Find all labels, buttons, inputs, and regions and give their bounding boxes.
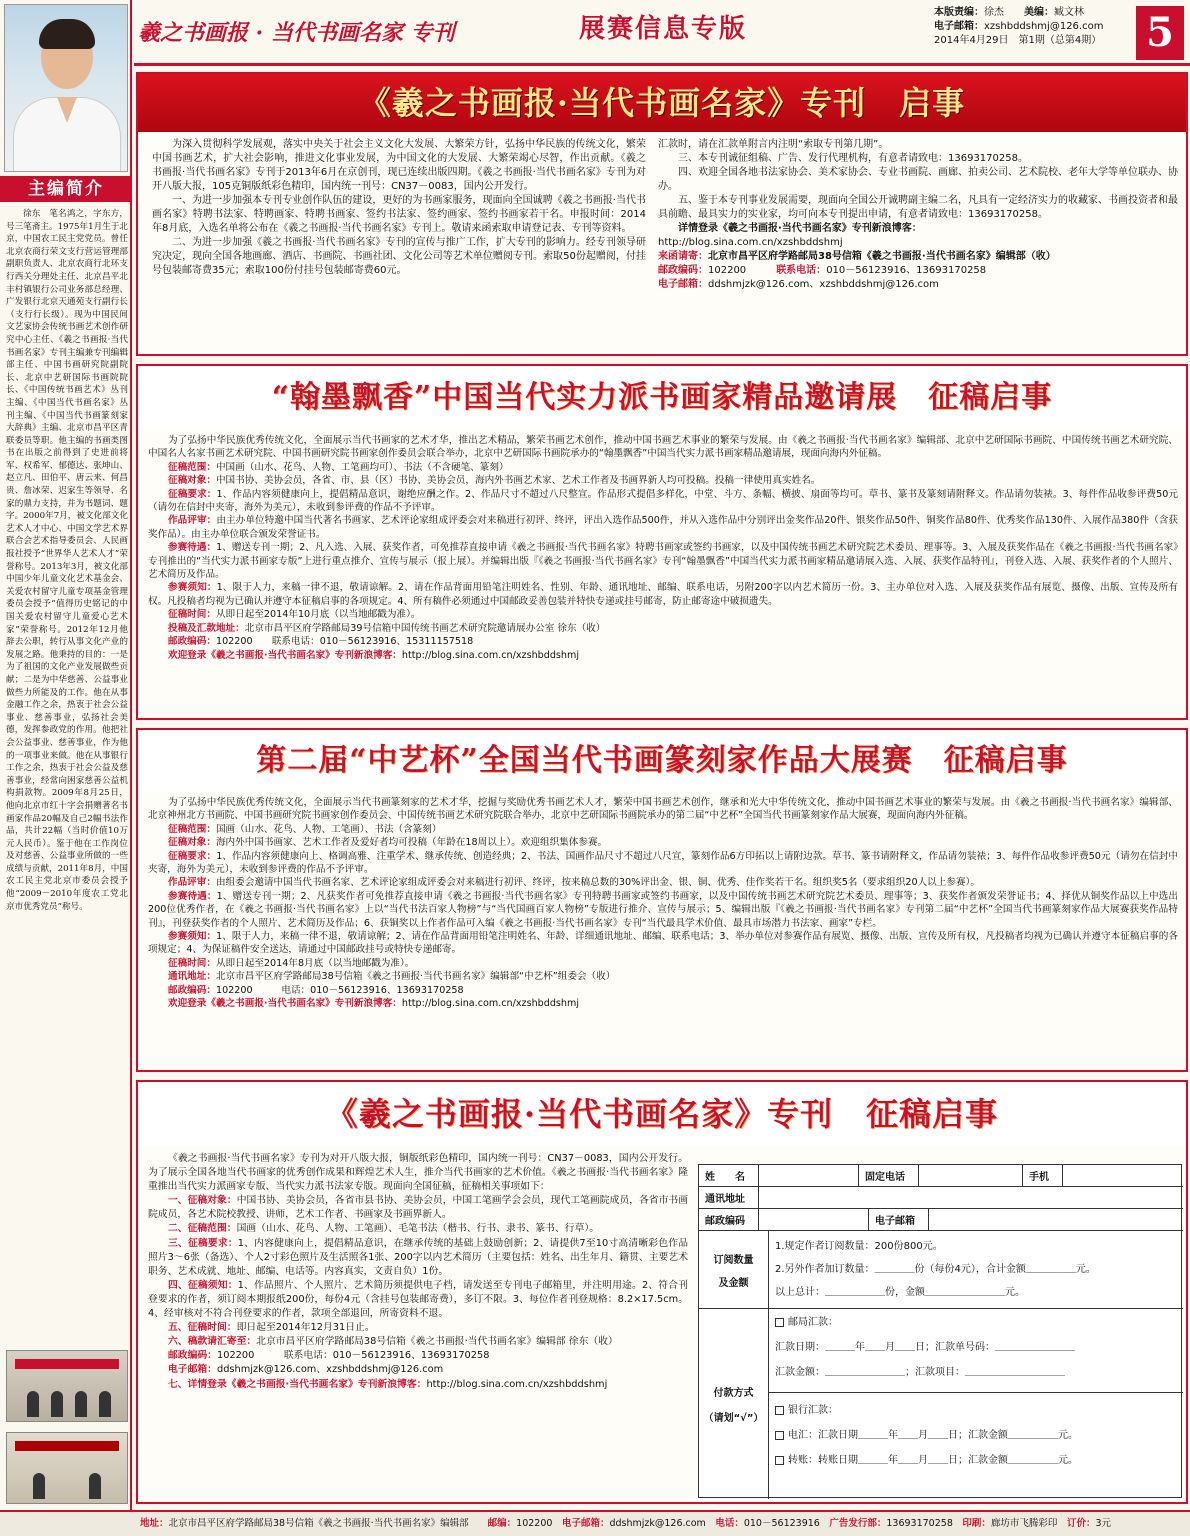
paragraph: 汇款时，请在汇款单附言内注明“索取专刊第几期”。 (658, 139, 889, 150)
masthead (134, 0, 1190, 66)
payment-label (699, 1309, 769, 1499)
footer-label: 地址： (140, 1518, 169, 1529)
order-label (699, 1231, 769, 1308)
call-item (148, 514, 1178, 541)
designer-label: 美编： (1024, 7, 1054, 18)
call-item-text: 由主办单位特邀中国当代著名书画家、艺术评论家组成评委会对来稿进行初评、终评，评出入选作品500件，并从入选作品中分别评出金奖作品20件、银奖作品50件、铜奖作品80件、优秀奖作品130件、入展作品380件（含获奖作品）。由主办单位联合颁发荣誉证书。 (148, 515, 1178, 540)
order-lines (769, 1231, 1183, 1308)
call-item-text: 国画（山水、花鸟、人物、工笔画）、毛笔书法（楷书、行书、隶书、篆书、行草）。 (236, 1223, 600, 1235)
call-item-text: 1、作品内容须健康向上、格调高雅、注重学术、继承传统、创造经典；2、书法、国画作品尺寸不超过八尺宣，篆刻作品6方印拓以上请附边款。草书、篆书请附释文，作品请勿装裱；3、每件作品收参评费50元（请勿在信封中夹寄，海外为美元），未收到参评费的作品不予评审。 (148, 850, 1178, 876)
order-label-line: 及金额 (718, 1277, 749, 1289)
designer-name: 臧文林 (1054, 7, 1084, 18)
call-item-label: 征稿时间： (168, 957, 216, 969)
post-line[interactable]: 汇款日期：＿＿＿年＿＿月＿＿日；汇款单号码：＿＿＿＿＿＿＿＿ (775, 1342, 1075, 1353)
call-item (148, 488, 1178, 515)
paragraph: 为深入贯彻科学发展观，落实中央关于社会主义文化大发展、大繁荣方针，弘扬中华民族的传统文化，繁荣中国书画艺术，扩大社会影响，推进文化事业发展，为中国文化的大发展、大繁荣竭心尽智，作出贡献。《羲之书画报·当代书画名家》专刊于2013年6月在京创刊，现已连续出版四期。《羲之书画报·当代书画名家》专刊为对开八版大报，105克铜版纸彩色精印，国内统一刊号：CN37－0083，国内公开发行。 (152, 139, 646, 192)
call-item (148, 836, 1178, 849)
call-item-text: http://blog.sina.com.cn/xzshbddshmj (401, 998, 580, 1010)
call-item-text: 1、作品照片、个人照片、艺术简历须提供电子档，请发送至专刊电子邮箱里，并注明用途。2、符合刊登要求的作者，须订阅本期报纸200份，每份4元（含挂号包装邮寄费），多订不限。3、每位作者刊登规格：8.2×17.5cm。4、经审核对不符合刊登要求的作者，款项全部退回，所寄资料不退。 (148, 1279, 688, 1320)
issue-date: 2014年4月29日 第1期（总第4期） (934, 35, 1102, 46)
email: ddshmjzk@126.com、xzshbddshmj@126.com (708, 279, 939, 290)
call-item-label: 一、征稿对象： (168, 1195, 237, 1207)
call-item (148, 890, 1178, 930)
call-item-text: 国画（山水、花鸟、人物、工笔画）、书法（含篆刻） (215, 823, 442, 835)
form-row-address (699, 1187, 1183, 1209)
competition-call-body (148, 796, 1178, 1068)
call-item (148, 461, 1178, 474)
call-item-label: 通讯地址： (168, 971, 216, 983)
footer-ad-phone: 13693170258 (886, 1518, 953, 1529)
intro-text: 徐东 笔名鸿之，字东方，号三笔斋主。1975年1月生于北京，中国农工民主党党员。曾任北京农商行荣文支行营运管理部副职负责人、北京农商行北环支行西关分理处主任、北京昌平北丰村镇银行公司业务部总经理、广发银行北京天通苑支行副行长（支行行长级）。现为中国民间文艺家协会传统书画艺术创作研究中心主任、《羲之书画报·当代书画名家》专刊主编兼专刊编辑部主任、中国书画研究院副院长、北京中艺研国际书画院院长、《中国传统书画艺术》丛刊主编、《中国当代书画名家》丛刊主编、《中国当代书画篆刻家大辞典》主编、北京市昌平区青联委员等职。他主编的书画类图书在出版之前得到了史进前将军、权希军、郁德达、张坤山、赵立凡、田伯平、唐云来、何昌贵、詹冰荣、迟家生等领导、名家的鼎力支持，并为书题词、题字。2000年7月，被文化部文化艺术人才中心、中国文学艺术界联合会艺术指导委员会、人民画报社授予“世界华人艺术人才”荣誉称号。2013年3月，被文化部中国少年儿童文化艺术基金会、关爱农村留守儿童专项基金管理委员会授予“值得历史铭记的中国关爱农村留守儿童爱心艺术家”荣誉称号。2012年12月他辞去公职，转行从事文化产业的发展之路。他秉持的目的：一是为了祖国的文化产业发展做些贡献；二是为中华慈善、公益事业做些力所能及的工作。他在从事金融工作之余，热衷于社会公益事业、慈善事业，弘扬社会美德，发挥参政党的作用。他把社会公益事业、慈善事业，作为他的一项事业来做。他在从事银行工作之余，热衷于社会公益及慈善事业，经常向困家慈善公益机构捐款物。2009年8月25日，他向北京市红十字会捐赠著名书画家作品20幅及自己2幅书法作品，共计22幅（当时价值10万元人民币）。鉴于他在工作岗位及对慈善、公益事业所做的一些成绩与贡献，2011年8月，中国农工民主党北京市委员会授予他“2009－2010年度农工党北京市优秀党员”称号。 (6, 209, 128, 912)
call-item (148, 1349, 688, 1363)
bank-line[interactable]: 转账：转账日期＿＿＿年＿＿月＿＿日；汇款金额＿＿＿＿＿元。 (788, 1455, 1078, 1466)
call-item (148, 608, 1178, 621)
order-line: 1.规定作者订阅数量：200份800元。 (775, 1241, 943, 1252)
mobile-label: 手机 (1023, 1165, 1063, 1186)
notice-section (136, 72, 1188, 356)
post-line[interactable]: 汇款金额：＿＿＿＿＿＿＿＿；汇款项目：＿＿＿＿＿＿＿＿＿＿ (775, 1367, 1065, 1378)
postcode-label: 邮政编码： (658, 265, 708, 276)
intro-paragraph: 为了弘扬中华民族优秀传统文化，全面展示当代书画家的艺术才华，推出艺术精品，繁荣书画艺术创作，推动中国书画艺术事业的繁荣与发展。由《羲之书画报·当代书画名家》编辑部、北京中艺研国际书画院、中国传统书画艺术研究院、中国名人名家书画艺术研究院、中国书画研究院书画家创作委员会联合举办，北京中艺研国际书画院承办的“翰墨飘香”中国当代实力派书画家精品邀请展，现面向海内外征稿。 (148, 435, 1178, 460)
competition-call-section (136, 728, 1188, 1072)
post-checkbox[interactable] (775, 1318, 784, 1327)
post-option-label: 邮局汇款： (788, 1317, 838, 1328)
bank-line[interactable]: 电汇：汇款日期＿＿＿年＿＿月＿＿日；汇款金额＿＿＿＿＿元。 (788, 1430, 1078, 1441)
editor-portrait (4, 4, 128, 172)
call-item-label: 邮政编码： (168, 984, 216, 996)
form-row-postcode (699, 1209, 1183, 1231)
call-item (148, 957, 1178, 970)
email-label: 电子邮箱： (658, 279, 708, 290)
call-item-text: 中国书协、美协会员，各省、市、县（区）书协、美协会员，海内外书画艺术家、艺术工作者及书画界新人均可投稿。投稿一律使用真实姓名。 (215, 475, 821, 487)
call-item-label: 六、稿款请汇寄至： (168, 1336, 257, 1348)
bank-checkbox[interactable] (775, 1406, 784, 1415)
call-item-label: 征稿要求： (168, 488, 217, 500)
call-item-text: 海内外中国书画家、艺术工作者及爱好者均可投稿（年龄在18周以上）。欢迎组织集体参赛。 (215, 837, 608, 849)
call-item (148, 1237, 688, 1279)
name-field[interactable] (759, 1165, 859, 1186)
section-title: “翰墨飘香”中国当代实力派书画家精品邀请展 征稿启事 (138, 366, 1186, 430)
masthead-email: xzshbddshmj@126.com (984, 21, 1104, 32)
email-label: 电子邮箱 (869, 1209, 929, 1230)
call-item-text: http://blog.sina.com.cn/xzshbddshmj (401, 649, 580, 661)
call-item-text: 北京市昌平区府学路邮局38号信箱《羲之书画报·当代书画名家》编辑部“中艺杯”组委会（收） (215, 971, 616, 983)
call-item (148, 997, 1178, 1010)
call-item-label: 七、详情登录《羲之书画报·当代书画名家》专刊新浪博客： (168, 1378, 427, 1390)
call-item-text: 1、内容健康向上，提倡精品意识，在继承传统的基础上鼓励创新；2、请提供7至10寸高清晰彩色作品照片3～6张（备选）、个人2寸彩色照片及生活照各1张、200字以内艺术简历（主要包括：姓名、出生年月、籍贯、主要艺术职务、艺术成就、地址、邮编、电话等。内容真实，文责自负）1份。 (148, 1237, 688, 1277)
postcode: 102200 (708, 265, 747, 276)
call-item-text: ddshmjzk@126.com、xzshbddshmj@126.com (216, 1364, 444, 1376)
call-item-label: 征稿对象： (168, 475, 216, 487)
intro-paragraph: 为了弘扬中华民族优秀传统文化，全面展示当代书画篆刻家的艺术才华，挖掘与奖励优秀书画艺术人才，繁荣中国书画艺术创作，继承和光大中华传统文化，推动中国书画艺术事业的繁荣与发展。由《羲之书画报·当代书画名家》编辑部、北京神州北方书画院、中国书画研究院书画家创作委员会、中国传统书画艺术研究院联合举办，北京中艺研国际书画院承办的第二届“中艺杯”全国当代书画篆刻家作品大展赛，现面向海内外征稿。 (148, 797, 1178, 822)
exhibition-call-section (136, 364, 1188, 720)
phone: 010－56123916、13693170258 (826, 265, 987, 276)
paragraph: 四、欢迎全国各地书法家协会、美术家协会、专业书画院、画廊、拍卖公司、艺术院校、老年大学等单位联办、协办。 (658, 167, 1178, 192)
call-item-label: 征稿要求： (168, 850, 217, 862)
payment-label-line: （请划“√”） (703, 1413, 764, 1424)
footer-phone: 010－56123916 (743, 1518, 820, 1529)
email-field[interactable] (929, 1209, 1183, 1230)
email-label: 电子邮箱： (934, 21, 984, 32)
blog-label: 详情登录《羲之书画报·当代书画名家》专刊新浪博客： (678, 223, 922, 234)
call-item-text: 北京市昌平区府学路邮局39号信箱中国传统书画艺术研究院邀请展办公室 徐东（收） (244, 622, 606, 634)
call-item-label: 电子邮箱： (168, 1364, 217, 1376)
call-item (148, 635, 1178, 648)
call-item-label: 征稿对象： (168, 837, 216, 849)
footer-label: 电子邮箱： (561, 1518, 610, 1529)
page-footer (0, 1510, 1190, 1536)
call-item (148, 1279, 688, 1321)
blog-url[interactable]: http://blog.sina.com.cn/xzshbddshmj (658, 237, 843, 248)
wire-checkbox[interactable] (775, 1431, 784, 1440)
call-item-label: 作品评审： (168, 877, 216, 889)
call-item-label: 参赛待遇： (168, 890, 217, 902)
call-item (148, 876, 1178, 889)
call-item-label: 作品评审： (168, 515, 217, 527)
call-item (148, 541, 1178, 581)
footer-label: 邮编： (487, 1518, 517, 1529)
call-item-text: 从即日起至2014年10月底（以当地邮戳为准）。 (215, 609, 421, 621)
call-item (148, 1335, 688, 1349)
call-item-label: 欢迎登录《羲之书画报·当代书画名家》专刊新浪博客： (168, 649, 402, 661)
call-item (148, 474, 1178, 487)
landline-label: 固定电话 (859, 1165, 919, 1186)
call-item (148, 649, 1178, 662)
call-item-label: 邮政编码： (168, 636, 216, 648)
call-item-text: 由组委会邀请中国当代书画名家、艺术评论家组成评委会对来稿进行初评、终评，按来稿总数的30%评出金、银、铜、优秀、佳作奖若干名。组织奖5名（要求组织20人以上参赛）。 (215, 877, 980, 889)
page-number: 5 (1136, 6, 1184, 60)
call-item (148, 1194, 688, 1222)
paragraph: 二、为进一步加强《羲之书画报·当代书画名家》专刊的宣传与推广工作，扩大专刊的影响力。经专刊领导研究决定，现向全国各地画廊、酒店、书画院、书画社团、文化公司等艺术单位赠阅专刊。索取50份起赠阅，付挂号包装邮寄费35元；索取100份付挂号包装邮寄费60元。 (152, 237, 646, 276)
call-item-label: 投稿及汇款地址： (168, 622, 245, 634)
call-item-label: 四、征稿须知： (168, 1279, 238, 1291)
call-item-text: 1、赠送专刊一期；2、凡入选、入展、获奖作者，可免推荐直接申请《羲之书画报·当代书画名家》特聘书画家或签约书画家，以及中国传统书画艺术研究院艺术委员、理事等。3、入展及获奖作品在《羲之书画报·当代书画名家》专刊推出的“当代实力派书画家专版”上进行重点推介、宣传与展示（报上展）。并编辑出版『《羲之书画报·当代书画名家》专刊“翰墨飘香”中国当代实力派书画家精品邀请展入选、入展、获奖作品特刊』，刊登入选、入展、获奖作者的个人照片、艺术简历及作品。 (148, 542, 1178, 581)
name-label: 姓 名 (699, 1165, 759, 1186)
footer-price: 3元 (1095, 1518, 1111, 1529)
subscription-form (698, 1164, 1182, 1498)
call-item-text: 102200 联系电话：010－56123916、15311157518 (215, 636, 474, 648)
order-label-line: 订阅数量 (713, 1254, 754, 1266)
paragraph: 三、本专刊诚征组稿、广告、发行代理机构，有意者请致电：13693170258。 (678, 153, 1028, 164)
call-item-text: 1、作品内容须健康向上，提倡精品意识，谢绝应酬之作。2、作品尺寸不超过八尺整宣。作品形式提倡多样化，中堂、斗方、条幅、横披、扇面等均可。草书、篆书及篆刻请附释文。作品请勿装裱。3、每件作品收参评费50元（请勿在信封中夹寄，海外为美元），未收到参评费的作品不予评审。 (148, 488, 1178, 514)
call-item-text: 1、赠送专刊一期；2、凡获奖作者可免推荐直接申请《羲之书画报·当代书画名家》专刊特聘书画家或签约书画家，以及中国传统书画艺术研究院艺术委员、理事等；3、获奖作者颁发荣誉证书；4、择优从铜奖作品以上中选出200位优秀作者，在《羲之书画报·当代书画名家》上以“当代书法百家人物榜”与“当代国画百家人物榜”专版进行推介、宣传与展示；5、编辑出版『《羲之书画报·当代书画名家》专刊第二届“中艺杯”全国当代书画篆刻家作品大展赛获奖作品特刊』，刊登获奖作者的个人照片、艺术简历及作品；6、获铜奖以上作者作品可入编《羲之书画报·当代书画名家》专刊“当代最具学术价值、最具市场潜力书法家、画家”专栏。 (148, 890, 1178, 929)
submission-call-body (148, 1152, 688, 1500)
intro-paragraph: 《羲之书画报·当代书画名家》专刊为对开八版大报，铜版纸彩色精印，国内统一刊号：CN37－0083，国内公开发行。为了展示全国各地当代书画家的优秀创作成果和辉煌艺术人生，推介当代书画家的艺术价值。《羲之书画报·当代书画名家》隆重推出当代实力派画家专版、当代实力派书法家专版。现面向全国征稿，征稿相关事项如下： (148, 1153, 688, 1193)
call-item (148, 1222, 688, 1236)
call-item-label: 参赛须知： (168, 931, 217, 943)
newspaper-logo: 羲之书画报 · 当代书画名家 专刊 (138, 20, 455, 46)
call-item-text: 1、限于人力，来稿一律不退，敬请谅解；2、请在作品背面用铅笔注明姓名、年龄、详细通讯地址、邮编、联系电话；3、举办单位对参赛作品有展览、摄像、出版、宣传及所有权，凡投稿者均视为已确认并遵守本征稿启事的各项规定；4、为保证稿件安全送达，请通过中国邮政挂号或特快专递邮寄。 (148, 931, 1178, 956)
address: 北京市昌平区府学路邮局38号信箱《羲之书画报·当代书画名家》编辑部（收） (708, 251, 1056, 262)
call-item (148, 850, 1178, 877)
editor-name: 徐杰 (984, 7, 1004, 18)
donation-photo (6, 1432, 128, 1504)
section-title: 《羲之书画报·当代书画名家》专刊 启事 (138, 74, 1186, 132)
exhibition-call-body (148, 434, 1178, 716)
call-item (148, 622, 1178, 635)
call-items (148, 1194, 688, 1391)
paragraph: 五、鉴于本专刊事业发展需要，现面向全国公开诚聘副主编二名，凡具有一定经济实力的收藏家、书画投资者和最具前瞻、最具实力的实业家，均可向本专刊提出申请，有意者请致电：13693170258。 (658, 195, 1178, 220)
call-item-text: 102200 电话：010－56123916、13693170258 (215, 984, 464, 996)
footer-address: 北京市昌平区府学路邮局38号信箱《羲之书画报·当代书画名家》编辑部 (168, 1518, 469, 1529)
notice-left-column (152, 138, 646, 354)
form-row-payment (699, 1309, 1183, 1499)
section-title: 《羲之书画报·当代书画名家》专刊 征稿启事 (138, 1082, 1186, 1146)
left-column (0, 0, 132, 1510)
call-item-text: 1、限于人力，来稿一律不退，敬请谅解。2、请在作品背面用铅笔注明姓名、性别、年龄、通讯地址、邮编、联系电话，另附200字以内艺术简历一份。3、主办单位对入选、入展及获奖作品有展览、摄像、出版、宣传及所有权。凡投稿者均视为已确认并遵守本征稿启事的各项规定。4、所有稿件必须通过中国邮政妥善包装并特快专递或挂号邮寄，防止邮寄途中破损遗失。 (148, 582, 1178, 607)
bank-option-label: 银行汇款： (788, 1405, 838, 1416)
call-item (148, 984, 1178, 997)
footer-printer: 廊坊市飞腾彩印 (990, 1518, 1058, 1529)
charity-photo (6, 1350, 128, 1422)
footer-label: 印刷： (962, 1518, 991, 1529)
call-item-text: 中国书协、美协会员，各省市县书协、美协会员，中国工笔画学会会员，现代工笔画院成员，各省市书画院成员，各艺术院校教授、讲师，艺术工作者、书画家及书画界新人。 (148, 1195, 688, 1221)
call-item-label: 参赛待遇： (168, 542, 217, 554)
postcode-field[interactable] (759, 1209, 869, 1230)
payment-label-line: 付款方式 (713, 1388, 754, 1399)
submission-call-section (136, 1080, 1188, 1504)
address-label: 通讯地址 (699, 1187, 759, 1208)
editor-label: 本版责编： (934, 7, 984, 18)
call-items (148, 823, 1178, 1011)
paragraph: 一、为进一步加强本专刊专业创作队伍的建设，更好的为书画家服务，现面向全国诚聘《羲之书画报·当代书画名家》特聘书法家、特聘画家、特聘书画家、签约书法家、签约画家、签约书画家若干名。申报时间：2014年8月底，入选名单将公布在《羲之书画报·当代书画名家》专刊上。敬请来函索取申请登记表、专刊等资料。 (152, 195, 646, 234)
page-banner: 展赛信息专版 (579, 14, 748, 44)
form-row-order (699, 1231, 1183, 1309)
footer-label: 广告发行部： (829, 1518, 887, 1529)
landline-field[interactable] (919, 1165, 1023, 1186)
transfer-checkbox[interactable] (775, 1456, 784, 1465)
mobile-field[interactable] (1063, 1165, 1183, 1186)
footer-label: 电话： (715, 1518, 744, 1529)
call-item (148, 823, 1178, 836)
payment-options (769, 1309, 1183, 1499)
call-item-text: http://blog.sina.com.cn/xzshbddshmj (426, 1378, 608, 1390)
call-item-label: 征稿范围： (168, 823, 216, 835)
call-item-text: 从即日起至2014年8月底（以当地邮戳为准）。 (215, 957, 415, 969)
call-item (148, 1363, 688, 1377)
call-item-text: 北京市昌平区府学路邮局38号信箱《羲之书画报·当代书画名家》编辑部 徐东（收） (256, 1336, 618, 1348)
form-row-name (699, 1165, 1183, 1187)
call-item-label: 征稿范围： (168, 461, 216, 473)
footer-label: 订价： (1066, 1518, 1096, 1529)
call-item (148, 930, 1178, 957)
editor-credits (934, 6, 1144, 48)
call-item-label: 二、征稿范围： (168, 1223, 237, 1235)
call-item-label: 五、征稿时间： (168, 1322, 237, 1334)
footer-postcode: 102200 (516, 1518, 553, 1529)
postcode-label: 邮政编码 (699, 1209, 759, 1230)
call-item (148, 581, 1178, 608)
call-items (148, 461, 1178, 662)
call-item-text: 102200 联系电话：010－56123916、13693170258 (216, 1350, 490, 1362)
address-label: 来函请寄： (658, 251, 708, 262)
call-item-text: 中国画（山水、花鸟、人物、工笔画均可）、书法（不含硬笔、篆刻） (215, 461, 509, 473)
section-title: 第二届“中艺杯”全国当代书画篆刻家作品大展赛 征稿启事 (138, 730, 1186, 792)
call-item-text: 即日起至2014年12月31日止。 (236, 1322, 375, 1334)
order-line[interactable]: 2.另外作者加订数量：＿＿＿＿份（每份4元），合计金额＿＿＿＿＿元。 (775, 1264, 1096, 1275)
call-item-label: 征稿时间： (168, 609, 216, 621)
call-item-label: 邮政编码： (168, 1350, 217, 1362)
call-item-label: 欢迎登录《羲之书画报·当代书画名家》专刊新浪博客： (168, 998, 402, 1010)
call-item-label: 三、征稿要求： (168, 1237, 238, 1249)
address-field[interactable] (759, 1187, 1183, 1208)
footer-email: ddshmjzk@126.com (609, 1518, 706, 1529)
call-item-label: 参赛须知： (168, 582, 217, 594)
phone-label: 联系电话： (776, 265, 827, 276)
order-line[interactable]: 以上总计：＿＿＿＿＿＿份，金额＿＿＿＿＿＿＿＿元。 (775, 1287, 1025, 1298)
call-item (148, 970, 1178, 983)
call-item (148, 1321, 688, 1335)
notice-right-column (658, 138, 1178, 354)
call-item (148, 1378, 688, 1392)
intro-title: 主编简介 (0, 176, 132, 202)
